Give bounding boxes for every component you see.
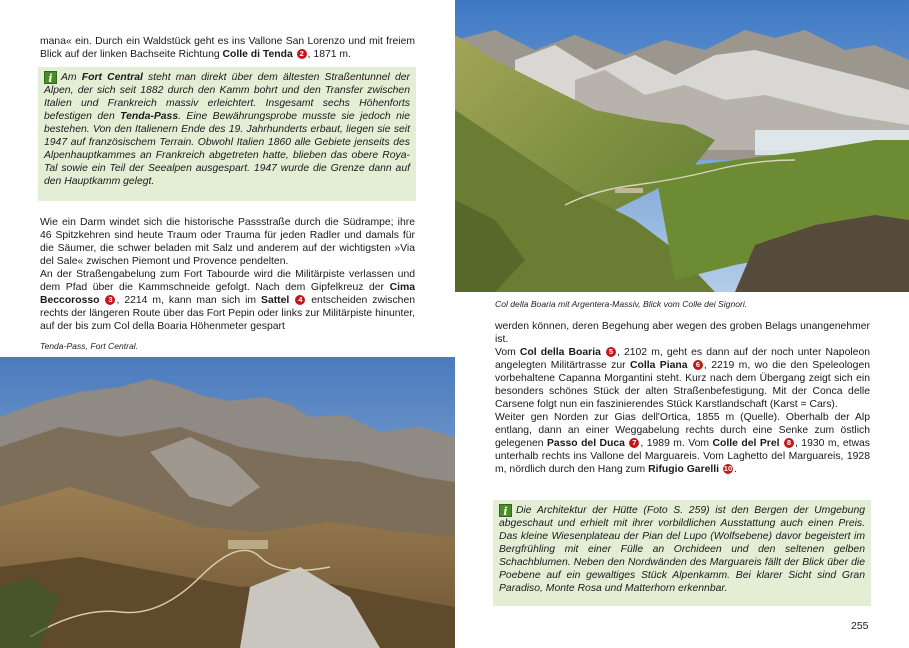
photo-col-della-boaria [455, 0, 909, 292]
waypoint-marker: 5 [606, 347, 616, 357]
right-page [455, 0, 909, 648]
waypoint-marker: 8 [784, 438, 794, 448]
paragraph: Wie ein Darm windet sich die historische Passstraße durch die Südrampe; ihre 46 Spitzkehren sind heute Traum oder Trauma für jeden Radler und damals für die Säumer, die schwer beladen mit Salz und anderem auf der wichtigsten »Via del Sale« zwischen Piemont und Provence pendelten. [40, 217, 415, 267]
paragraph: Vom Col della Boaria 5 , 2102 m, geht es dann auf der noch unter Napoleon angelegten Militärtrasse zur Colla Piana 6 , 2219 m, wo die den Speleologen vorbehaltene Capanna Morgantini steht. Kurz nach dem Übergang zeigt sich ein besonders schönes Stück der alten Straßenbefestigung. Mit der Conca delle Carsene folgt nun ein faszinierendes Stück Karstlandschaft (Karst = Cars). [495, 347, 871, 410]
paragraph: An der Straßengabelung zum Fort Tabourde wird die Militärpiste verlassen und dem Pfad über die Kammschneide gefolgt. Nach dem Gipfelkreuz der Cima Beccorosso 3 , 2214 m, kann man sich im Sattel 4 entscheiden zwischen rechts der längeren Route über das Fort Pepin oder links zur Militärpiste hinunter, auf der bis zum Col della Boaria Höhenmeter gespart [40, 269, 416, 332]
waypoint-marker: 10 [723, 464, 733, 473]
info-icon: i [499, 504, 512, 517]
waypoint-marker: 2 [297, 49, 307, 59]
waypoint-marker: 4 [295, 295, 305, 305]
paragraph: Weiter gen Norden zur Gias dell'Ortica, 1855 m (Quelle). Oberhalb der Alp entlang, dann an einer Weggabelung rechts durch eine Senke zum östlich gelegenen Passo del Duca 7 , 1989 m. Vom Colle del Prel 8 , 1930 m, etwas unterhalb rechts ins Vallone del Marguareis. Vom Laghetto del Marguareis, 1928 m, nördlich durch den Hang zum Rifugio Garelli 10 . [495, 412, 870, 475]
body-text-left [40, 216, 415, 333]
photo-caption: Tenda-Pass, Fort Central. [40, 341, 139, 351]
waypoint-marker: 3 [105, 295, 115, 305]
photo-tenda-pass [0, 357, 455, 648]
intro-paragraph: mana« ein. Durch ein Waldstück geht es ins Vallone San Lorenzo und mit freiem Blick auf der linken Bachseite Richtung Colle di Tenda 2 , 1871 m. [40, 36, 415, 60]
photo-caption: Col della Boaria mit Argentera-Massiv, Blick vom Colle dei Signori. [495, 299, 748, 309]
info-icon: i [44, 71, 57, 84]
info-box-fort-central: i Am Fort Central steht man direkt über dem ältesten Straßentunnel der Alpen, der sich seit 1882 durch den Kamm bohrt und den Transfer zwischen Italien und Frankreich massiv erleichtert. Insgesamt sechs Höhenforts befestigen den Tenda-Pass. Eine Bewährungsprobe musste sie jedoch nie bestehen. Von den Italienern Ende des 19. Jahrhunderts erbaut, liegen sie seit 1947 auf französischem Terrain. Obwohl Italien 1860 alle Gebiete jenseits des Alpenhauptkammes an Frankreich abgetreten hatte, blieben das obere Roya-Tal sowie ein Teil der Seealpen ausgespart. 1947 wurde die Grenze dann auf den Hauptkamm gelegt. [38, 67, 416, 201]
waypoint-marker: 7 [629, 438, 639, 448]
info-box-rifugio: i Die Architektur der Hütte (Foto S. 259) ist den Bergen der Umgebung abgeschaut und erhielt mit ihrer vorbildlichen Ausstattung auch einen Preis. Das kleine Wiesenplateau der Pian del Lupo (Wolfsebene) davor begeistert im Bergfrühling mit einer Fülle an Orchideen und den seltenen gelben Schachblumen. Neben den Nordwänden des Marguareis fällt der Blick über die Poebene auf ein gewaltiges Stück Alpenkamm. Bei klarer Sicht sind Gran Paradiso, Monte Rosa und Matterhorn erkennbar. [493, 500, 871, 606]
body-text-right [495, 320, 870, 476]
page-number: 255 [851, 620, 869, 632]
waypoint-marker: 6 [693, 360, 703, 370]
paragraph: werden können, deren Begehung aber wegen des groben Belags unangenehmer ist. [495, 321, 870, 345]
